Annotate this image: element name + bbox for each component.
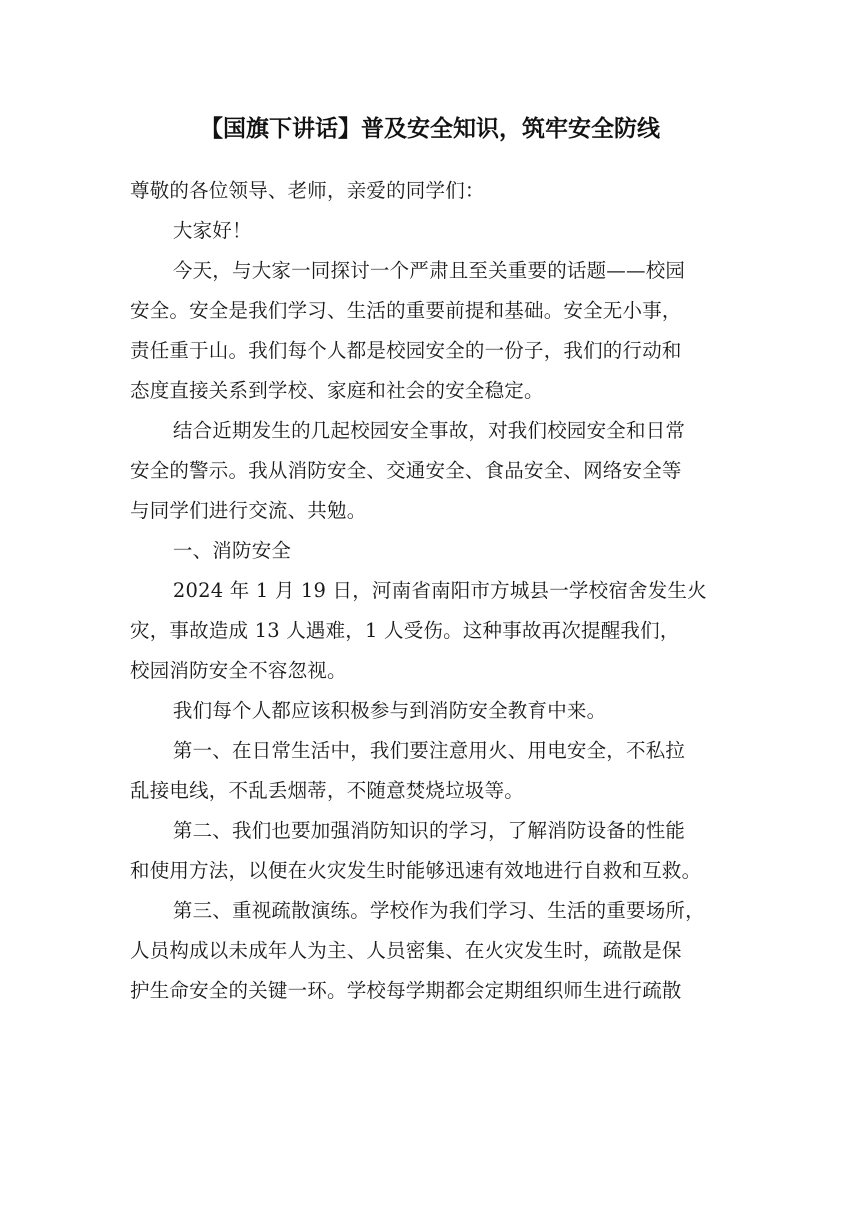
document-title: 【国旗下讲话】普及安全知识，筑牢安全防线: [200, 116, 660, 142]
paragraph-intro: [130, 251, 740, 411]
text-line: 和使用方法，以便在火灾发生时能够迅速有效地进行自救和互救。: [130, 859, 702, 882]
text-line: 今天，与大家一同探讨一个严肃且至关重要的话题——校园: [172, 259, 686, 282]
text-line: 我们每个人都应该积极参与到消防安全教育中来。: [172, 699, 607, 722]
text-line: 第三、重视疏散演练。学校作为我们学习、生活的重要场所，: [172, 899, 705, 922]
document-body: [130, 171, 740, 1011]
text-line: 态度直接关系到学校、家庭和社会的安全稳定。: [130, 379, 544, 402]
paragraph-context: [130, 411, 740, 531]
greeting: 大家好！: [172, 219, 252, 242]
text-line: 2024 年 1 月 19 日，河南省南阳市方城县一学校宿舍发生火: [172, 579, 707, 602]
paragraph-second-point: [130, 811, 740, 891]
text-line: 乱接电线，不乱丢烟蒂，不随意焚烧垃圾等。: [130, 779, 525, 802]
salutation: 尊敬的各位领导、老师，亲爱的同学们：: [130, 179, 485, 202]
text-line: 安全。安全是我们学习、生活的重要前提和基础。安全无小事，: [130, 299, 682, 322]
text-line: 灾，事故造成 13 人遇难，1 人受伤。这种事故再次提醒我们，: [130, 619, 680, 642]
paragraph-incident: [130, 571, 740, 691]
section-heading-fire-safety: [130, 531, 740, 571]
text-line: 护生命安全的关键一环。学校每学期都会定期组织师生进行疏散: [130, 979, 682, 1002]
text-line: 安全的警示。我从消防安全、交通安全、食品安全、网络安全等: [130, 459, 682, 482]
text-line: 第二、我们也要加强消防知识的学习，了解消防设备的性能: [172, 819, 686, 842]
paragraph-participation: [130, 691, 740, 731]
text-line: 结合近期发生的几起校园安全事故，对我们校园安全和日常: [172, 419, 686, 442]
text-line: 人员构成以未成年人为主、人员密集、在火灾发生时，疏散是保: [130, 939, 682, 962]
paragraph-third-point: [130, 891, 740, 1011]
text-line: 校园消防安全不容忽视。: [130, 659, 347, 682]
paragraph-first-point: [130, 731, 740, 811]
text-line: 第一、在日常生活中，我们要注意用火、用电安全，不私拉: [172, 739, 686, 762]
text-line: 与同学们进行交流、共勉。: [130, 499, 367, 522]
text-line: 一、消防安全: [172, 539, 292, 562]
text-line: 责任重于山。我们每个人都是校园安全的一份子，我们的行动和: [130, 339, 682, 362]
